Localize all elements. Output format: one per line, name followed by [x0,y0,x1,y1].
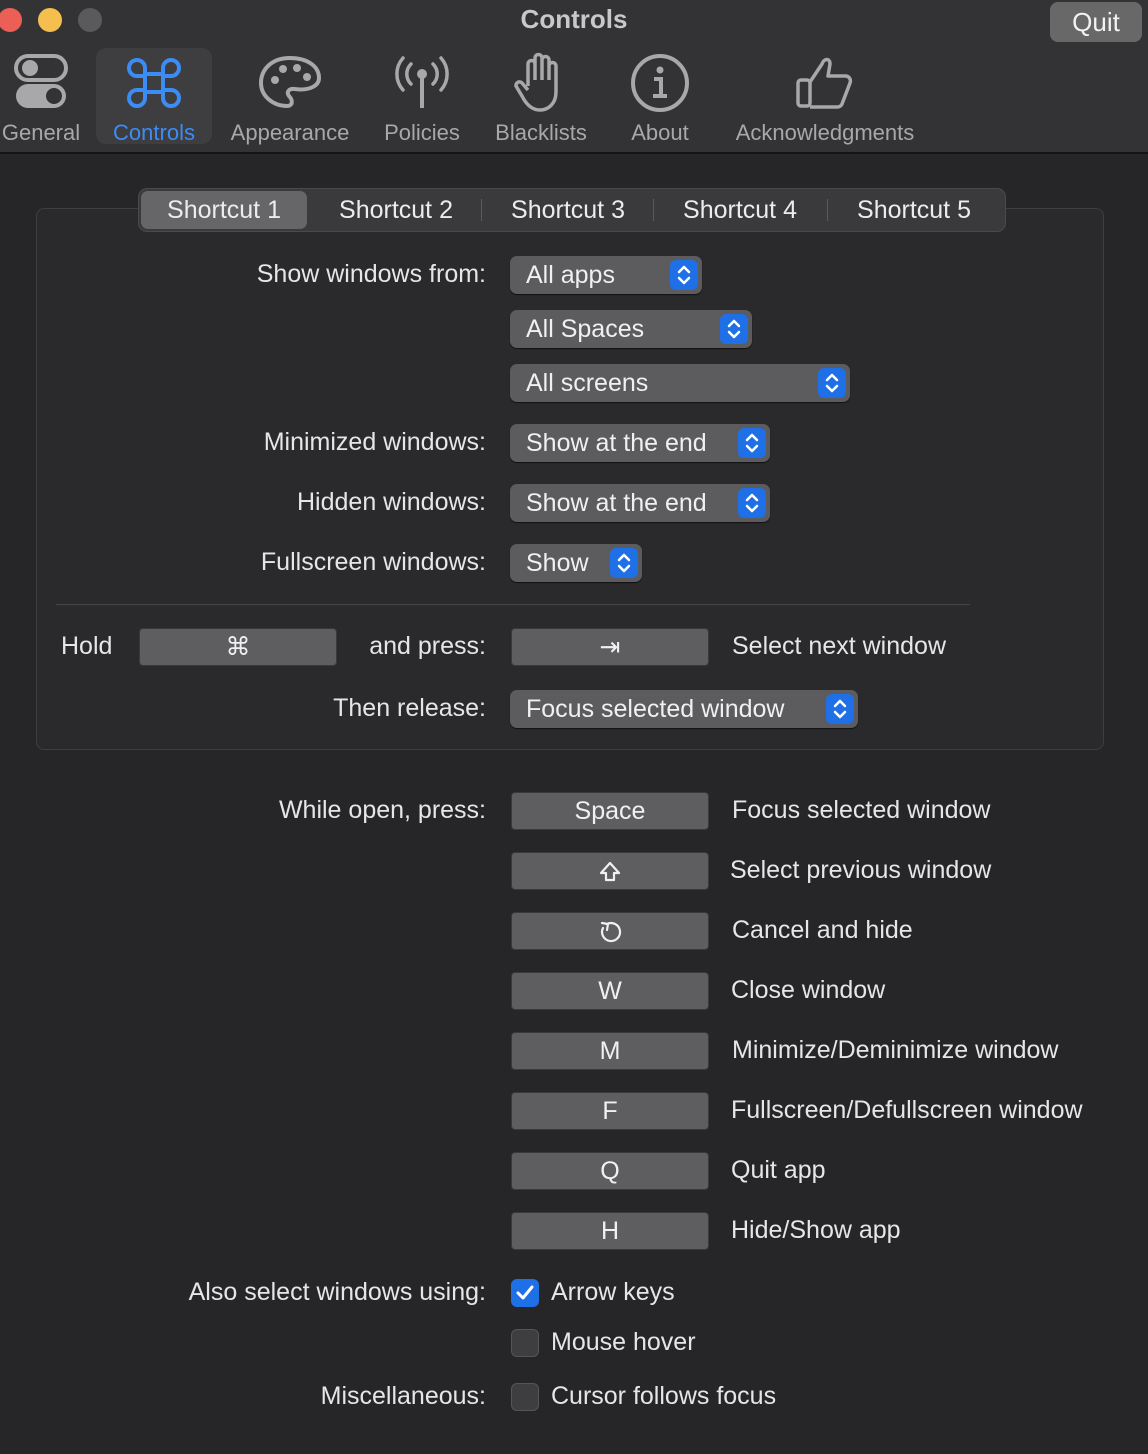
hold-label: Hold [61,632,113,660]
hidden-windows-popup[interactable] [510,484,770,522]
updown-chevron-icon [818,368,846,398]
cursor-follows-focus-checkbox[interactable] [511,1383,539,1411]
key-action-label: Quit app [731,1156,826,1184]
fullscreen-popup-value: Show [526,549,589,577]
toolbar-item-appearance[interactable] [224,48,356,144]
updown-chevron-icon [738,428,766,458]
h-key-recorder[interactable]: H [511,1212,709,1250]
minimized-windows-popup[interactable] [510,424,770,462]
tab-divider [481,199,482,221]
toolbar-label: About [631,120,689,145]
shift-key-recorder[interactable] [511,852,709,890]
hidden-popup-value: Show at the end [526,489,707,517]
separator [56,604,970,605]
press-key-recorder[interactable]: ⇥ [511,628,709,666]
then-release-popup[interactable] [510,690,858,728]
key-action-label: Select previous window [730,856,992,884]
toolbar-item-general[interactable] [0,48,82,144]
apps-popup[interactable] [510,256,702,294]
w-key-recorder[interactable]: W [511,972,709,1010]
minimized-popup-value: Show at the end [526,429,707,457]
quit-button[interactable]: Quit [1050,2,1142,42]
tab-shortcut-4[interactable]: Shortcut 4 [683,196,797,224]
tab-shortcut-5[interactable]: Shortcut 5 [857,196,971,224]
key-action-label: Hide/Show app [731,1216,901,1244]
key-action-label: Close window [731,976,886,1004]
toolbar-label: Appearance [230,120,350,145]
toolbar-label: Policies [384,120,460,145]
updown-chevron-icon [738,488,766,518]
m-key-recorder[interactable]: M [511,1032,709,1070]
command-icon [121,50,187,116]
toolbar-item-about[interactable] [616,48,704,144]
mouse-hover-checkbox[interactable] [511,1329,539,1357]
antenna-icon [389,50,455,116]
arrow-keys-checkbox[interactable] [511,1279,539,1307]
fullscreen-windows-popup[interactable] [510,544,642,582]
tab-divider [653,199,654,221]
window-toolbar [0,0,1148,154]
hidden-windows-label: Hidden windows: [297,488,486,516]
window-title: Controls [520,4,628,34]
press-action-label: Select next window [732,632,947,660]
toggles-icon [8,50,74,116]
escape-icon [597,919,623,945]
shift-icon [597,859,623,885]
tab-shortcut-3[interactable]: Shortcut 3 [511,196,625,224]
escape-key-recorder[interactable] [511,912,709,950]
hold-key-recorder[interactable]: ⌘ [139,628,337,666]
spaces-popup[interactable] [510,310,752,348]
also-select-label: Also select windows using: [188,1278,486,1306]
updown-chevron-icon [670,260,698,290]
space-key-recorder[interactable]: Space [511,792,709,830]
thumbs-up-icon [792,50,858,116]
tab-shortcut-2[interactable]: Shortcut 2 [339,196,453,224]
then-release-label: Then release: [333,694,486,722]
info-icon [627,50,693,116]
arrow-keys-label: Arrow keys [551,1278,675,1306]
f-key-recorder[interactable]: F [511,1092,709,1130]
toolbar-label: General [1,120,81,145]
then-release-value: Focus selected window [526,695,785,723]
toolbar-label: Blacklists [495,120,587,145]
screens-popup[interactable] [510,364,850,402]
fullscreen-windows-label: Fullscreen windows: [260,548,486,576]
tab-shortcut-1[interactable]: Shortcut 1 [141,191,307,229]
updown-chevron-icon [720,314,748,344]
while-open-label: While open, press: [278,796,486,824]
show-windows-from-label: Show windows from: [256,260,486,288]
key-action-label: Cancel and hide [732,916,913,944]
spaces-popup-value: All Spaces [526,315,645,343]
miscellaneous-label: Miscellaneous: [320,1382,486,1410]
key-action-label: Fullscreen/Defullscreen window [731,1096,1083,1124]
screens-popup-value: All screens [526,369,649,397]
apps-popup-value: All apps [526,261,615,289]
tab-divider [827,199,828,221]
palette-icon [257,50,323,116]
mouse-hover-label: Mouse hover [551,1328,696,1356]
toolbar-item-controls[interactable] [96,48,212,144]
q-key-recorder[interactable]: Q [511,1152,709,1190]
key-action-label: Minimize/Deminimize window [732,1036,1059,1064]
shortcut-tabs [138,188,1006,232]
toolbar-label: Acknowledgments [735,120,915,145]
key-action-label: Focus selected window [732,796,991,824]
updown-chevron-icon [610,548,638,578]
updown-chevron-icon [826,694,854,724]
and-press-label: and press: [369,632,486,660]
toolbar-label: Controls [113,120,195,145]
toolbar-item-acknowledgments[interactable] [726,48,924,144]
minimized-windows-label: Minimized windows: [263,428,486,456]
toolbar-item-policies[interactable] [374,48,470,144]
hand-icon [508,50,574,116]
checkmark-icon [512,1280,538,1306]
cursor-follows-focus-label: Cursor follows focus [551,1382,777,1410]
toolbar-item-blacklists[interactable] [486,48,596,144]
